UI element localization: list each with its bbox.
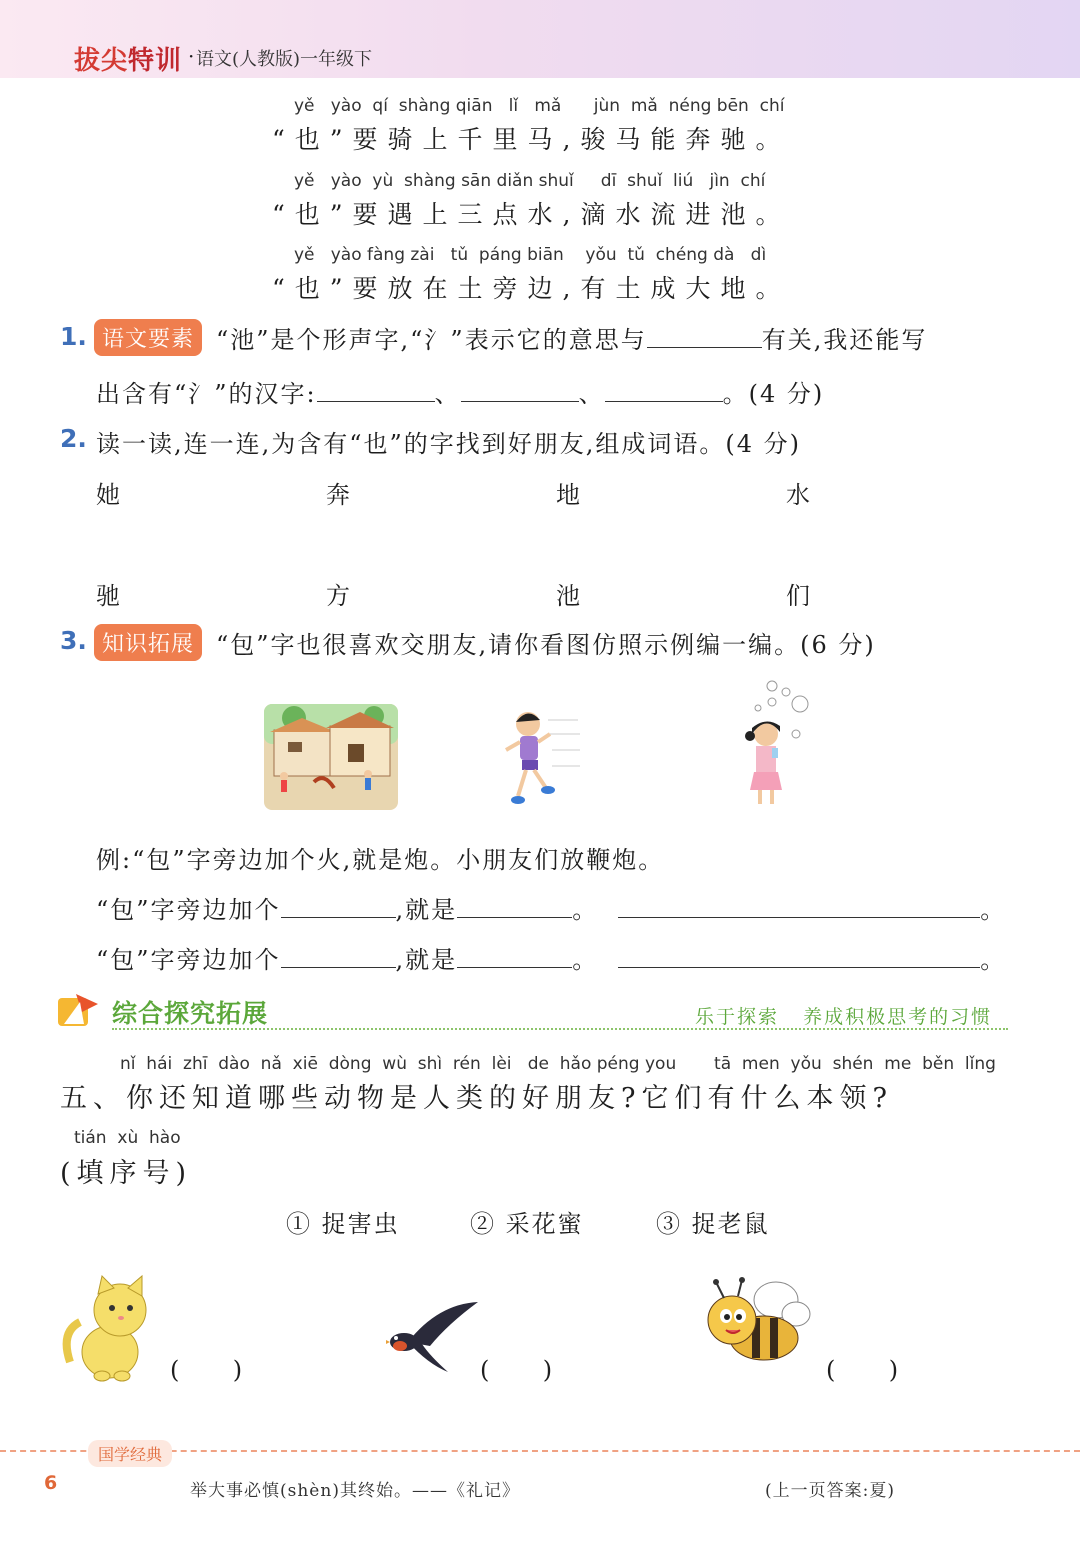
girl-bubbles-illustration xyxy=(742,678,814,810)
match-char-bottom-3[interactable]: 池 xyxy=(556,582,580,610)
poem-line-2: “也”要遇上三点水,滴水流进池。 xyxy=(272,200,791,229)
answer-blank-2[interactable] xyxy=(317,379,435,402)
match-char-bottom-1[interactable]: 驰 xyxy=(96,582,120,610)
match-char-bottom-2[interactable]: 方 xyxy=(326,582,350,610)
previous-page-answer: (上一页答案:夏) xyxy=(765,1481,895,1501)
question-3-example: 例:“包”字旁边加个火,就是炮。小朋友们放鞭炮。 xyxy=(96,846,665,874)
header-dot: · xyxy=(188,44,195,68)
question-1-text-line2: 出含有“氵”的汉字: 、 、 。(4 分) xyxy=(96,380,825,408)
question-5-text: 五、你还知道哪些动物是人类的好朋友?它们有什么本领? xyxy=(60,1083,893,1114)
poem-line-1: “也”要骑上千里马,骏马能奔驰。 xyxy=(272,125,791,154)
question-1-number: 1. xyxy=(60,322,87,351)
option-1: ① 捉害虫 xyxy=(286,1210,400,1238)
answer-paren-swallow[interactable]: ( ) xyxy=(480,1356,553,1384)
section-title: 综合探究拓展 xyxy=(112,999,269,1028)
question-5-pinyin: nǐ hái zhī dào nǎ xiē dòng wù shì rén lèi de hǎo péng you tā men yǒu shén me běn lǐng xyxy=(120,1054,996,1074)
poem-pinyin-3: yě yào fàng zài tǔ páng biān yǒu tǔ chéng dà dì xyxy=(294,245,767,265)
cat-illustration xyxy=(60,1272,160,1382)
house-scene-illustration xyxy=(264,704,398,810)
match-char-top-4[interactable]: 水 xyxy=(786,481,810,509)
match-char-top-3[interactable]: 地 xyxy=(556,481,580,509)
question-3-fill-line-2: “包”字旁边加个 ,就是 。 。 xyxy=(96,946,1007,974)
answer-blank-1[interactable] xyxy=(647,325,762,348)
fill-blank-radical-1[interactable] xyxy=(281,895,396,918)
question-2-number: 2. xyxy=(60,424,87,453)
poem-line-3: “也”要放在土旁边,有土成大地。 xyxy=(272,274,791,303)
brand-logo: 拔尖特训 xyxy=(74,46,183,76)
option-2: ② 采花蜜 xyxy=(470,1210,584,1238)
option-3: ③ 捉老鼠 xyxy=(656,1210,770,1238)
poem-pinyin-1: yě yào qí shàng qiān lǐ mǎ jùn mǎ néng bēn chí xyxy=(294,96,785,116)
fill-blank-sentence-2[interactable] xyxy=(618,945,980,968)
match-char-top-2[interactable]: 奔 xyxy=(326,481,350,509)
bee-illustration xyxy=(700,1274,814,1370)
question-1-tag: 语文要素 xyxy=(94,319,202,356)
question-1-text: “池”是个形声字,“氵”表示它的意思与 有关,我还能写 xyxy=(216,326,928,354)
match-char-bottom-4[interactable]: 们 xyxy=(786,582,810,610)
question-3-number: 3. xyxy=(60,626,87,655)
section-divider xyxy=(112,1028,1008,1030)
question-2-text: 读一读,连一连,为含有“也”的字找到好朋友,组成词语。(4 分) xyxy=(96,430,802,458)
match-char-top-1[interactable]: 她 xyxy=(96,481,120,509)
footer-badge: 国学经典 xyxy=(88,1440,172,1467)
fill-blank-radical-2[interactable] xyxy=(281,945,396,968)
question-5-pinyin-2: tián xù hào xyxy=(74,1128,181,1148)
section-slogan: 乐于探索 养成积极思考的习惯 xyxy=(695,1006,993,1028)
answer-paren-bee[interactable]: ( ) xyxy=(826,1356,899,1384)
page-number: 6 xyxy=(44,1472,58,1494)
book-subject: 语文(人教版)一年级下 xyxy=(196,49,373,70)
poem-pinyin-2: yě yào yù shàng sān diǎn shuǐ dī shuǐ liú jìn chí xyxy=(294,171,766,191)
question-3-text: “包”字也很喜欢交朋友,请你看图仿照示例编一编。(6 分) xyxy=(216,631,876,659)
footer-proverb: 举大事必慎(shèn)其终始。——《礼记》 xyxy=(190,1481,520,1501)
question-5-instruction: (填序号) xyxy=(60,1158,193,1189)
swallow-illustration xyxy=(378,1294,482,1376)
running-boy-illustration xyxy=(500,704,580,808)
section-icon xyxy=(58,994,98,1028)
answer-blank-3[interactable] xyxy=(461,379,579,402)
fill-blank-char-1[interactable] xyxy=(457,895,572,918)
answer-blank-4[interactable] xyxy=(605,379,723,402)
fill-blank-char-2[interactable] xyxy=(457,945,572,968)
answer-paren-cat[interactable]: ( ) xyxy=(170,1356,243,1384)
question-3-fill-line-1: “包”字旁边加个 ,就是 。 。 xyxy=(96,896,1007,924)
question-3-tag: 知识拓展 xyxy=(94,624,202,661)
fill-blank-sentence-1[interactable] xyxy=(618,895,980,918)
